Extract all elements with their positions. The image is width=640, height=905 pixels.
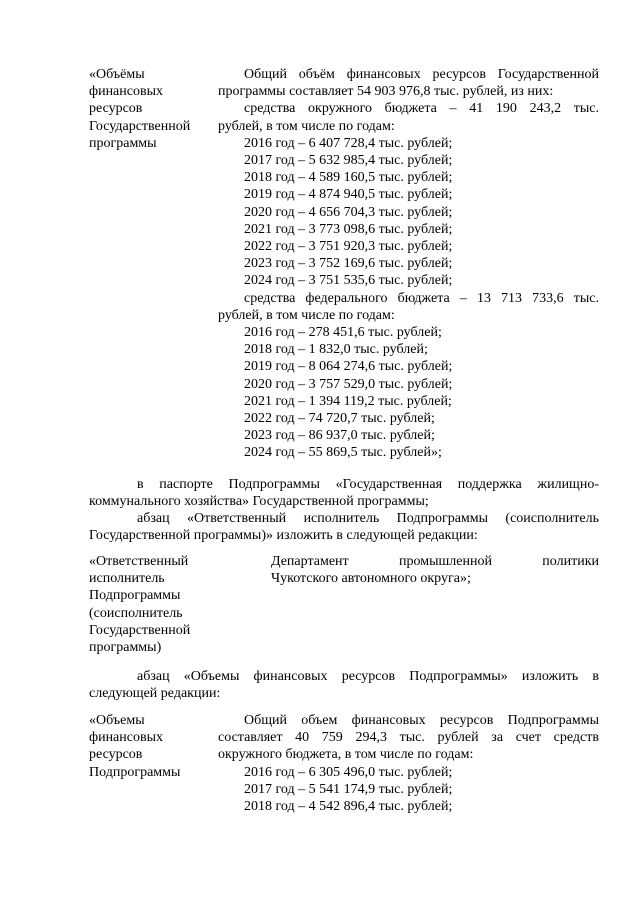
label-line: «Ответственный [89,554,189,569]
label-line: «Объёмы [89,67,145,82]
total-volume-line: программы составляет 54 903 976,8 тыс. рублей, из них: [218,84,554,100]
label-line: исполнитель [89,571,165,587]
total-volume-line: Общий объем финансовых ресурсов Подпрограммы [244,713,599,728]
okrug-year-item: 2016 год – 6 407 728,4 тыс. рублей; [244,135,453,151]
responsible-executor-block [89,553,599,656]
year-item: 2018 год – 4 542 896,4 тыс. рублей; [244,799,453,815]
responsible-executor-value [271,553,599,587]
label-line: ресурсов [89,101,143,117]
responsible-executor-label [89,553,207,656]
okrug-year-item: 2019 год – 4 874 940,5 тыс. рублей; [244,187,453,203]
subprogram-passport-paragraph [89,476,599,510]
label-line: финансовых [89,730,163,746]
program-financing-label [89,66,207,152]
year-item: 2016 год – 6 305 496,0 тыс. рублей; [244,764,453,780]
federal-year-item: 2024 год – 55 869,5 тыс. рублей»; [244,445,442,461]
label-line: программы) [89,640,162,656]
okrug-year-item: 2020 год – 4 656 704,3 тыс. рублей; [244,204,453,220]
okrug-year-item: 2024 год – 3 751 535,6 тыс. рублей; [244,273,453,289]
paragraph-line: абзац «Объемы финансовых ресурсов Подпрограммы» изложить в [137,669,599,684]
value-line: Департамент промышленной политики [271,554,599,569]
paragraph-line: коммунального хозяйства» Государственной программы; [89,494,429,510]
label-line: ресурсов [89,747,143,763]
federal-year-item: 2020 год – 3 757 529,0 тыс. рублей; [244,376,453,392]
subprogram-financing-paragraph [89,668,599,702]
paragraph-line: следующей редакции: [89,686,221,702]
okrug-year-item: 2018 год – 4 589 160,5 тыс. рублей; [244,170,453,186]
okrug-year-item: 2017 год – 5 632 985,4 тыс. рублей; [244,153,453,169]
year-item: 2017 год – 5 541 174,9 тыс. рублей; [244,781,453,797]
responsible-executor-paragraph [89,510,599,544]
okrug-year-item: 2021 год – 3 773 098,6 тыс. рублей; [244,221,453,237]
federal-budget-line: средства федерального бюджета – 13 713 733,6 тыс. [244,290,599,306]
federal-year-item: 2019 год – 8 064 274,6 тыс. рублей; [244,359,453,375]
federal-year-item: 2023 год – 86 937,0 тыс. рублей; [244,428,435,444]
label-line: (соисполнитель [89,605,183,621]
label-line: Государственной [89,622,191,638]
label-line: «Объемы [89,713,145,728]
okrug-year-item: 2022 год – 3 751 920,3 тыс. рублей; [244,239,453,255]
subprogram-financing-block [89,712,599,816]
program-financing-block [89,66,599,462]
total-volume-line: окружного бюджета, в том числе по годам: [218,747,474,763]
subprogram-financing-label [89,712,207,781]
federal-budget-line: рублей, в том числе по годам: [218,307,395,323]
federal-year-item: 2021 год – 1 394 119,2 тыс. рублей; [244,393,452,409]
label-line: финансовых [89,84,163,100]
federal-year-item: 2016 год – 278 451,6 тыс. рублей; [244,325,442,341]
total-volume-line: составляет 40 759 294,3 тыс. рублей за счет средств [218,730,599,746]
paragraph-line: в паспорте Подпрограммы «Государственная поддержка жилищно- [137,477,599,492]
okrug-budget-line: средства окружного бюджета – 41 190 243,2 тыс. [244,101,599,117]
subprogram-financing-content [218,712,599,815]
okrug-budget-line: рублей, в том числе по годам: [218,118,395,134]
label-line: Подпрограммы [89,588,181,604]
program-financing-content [218,66,599,462]
label-line: Государственной [89,118,191,134]
paragraph-line: Государственной программы)» изложить в следующей редакции: [89,528,478,544]
total-volume-line: Общий объём финансовых ресурсов Государственной [244,67,599,82]
okrug-year-item: 2023 год – 3 752 169,6 тыс. рублей; [244,256,453,272]
federal-year-item: 2022 год – 74 720,7 тыс. рублей; [244,411,435,427]
label-line: Подпрограммы [89,764,181,780]
paragraph-line: абзац «Ответственный исполнитель Подпрограммы (соисполнитель [137,511,599,526]
label-line: программы [89,135,157,151]
federal-year-item: 2018 год – 1 832,0 тыс. рублей; [244,342,428,358]
value-line: Чукотского автономного округа»; [271,571,471,587]
